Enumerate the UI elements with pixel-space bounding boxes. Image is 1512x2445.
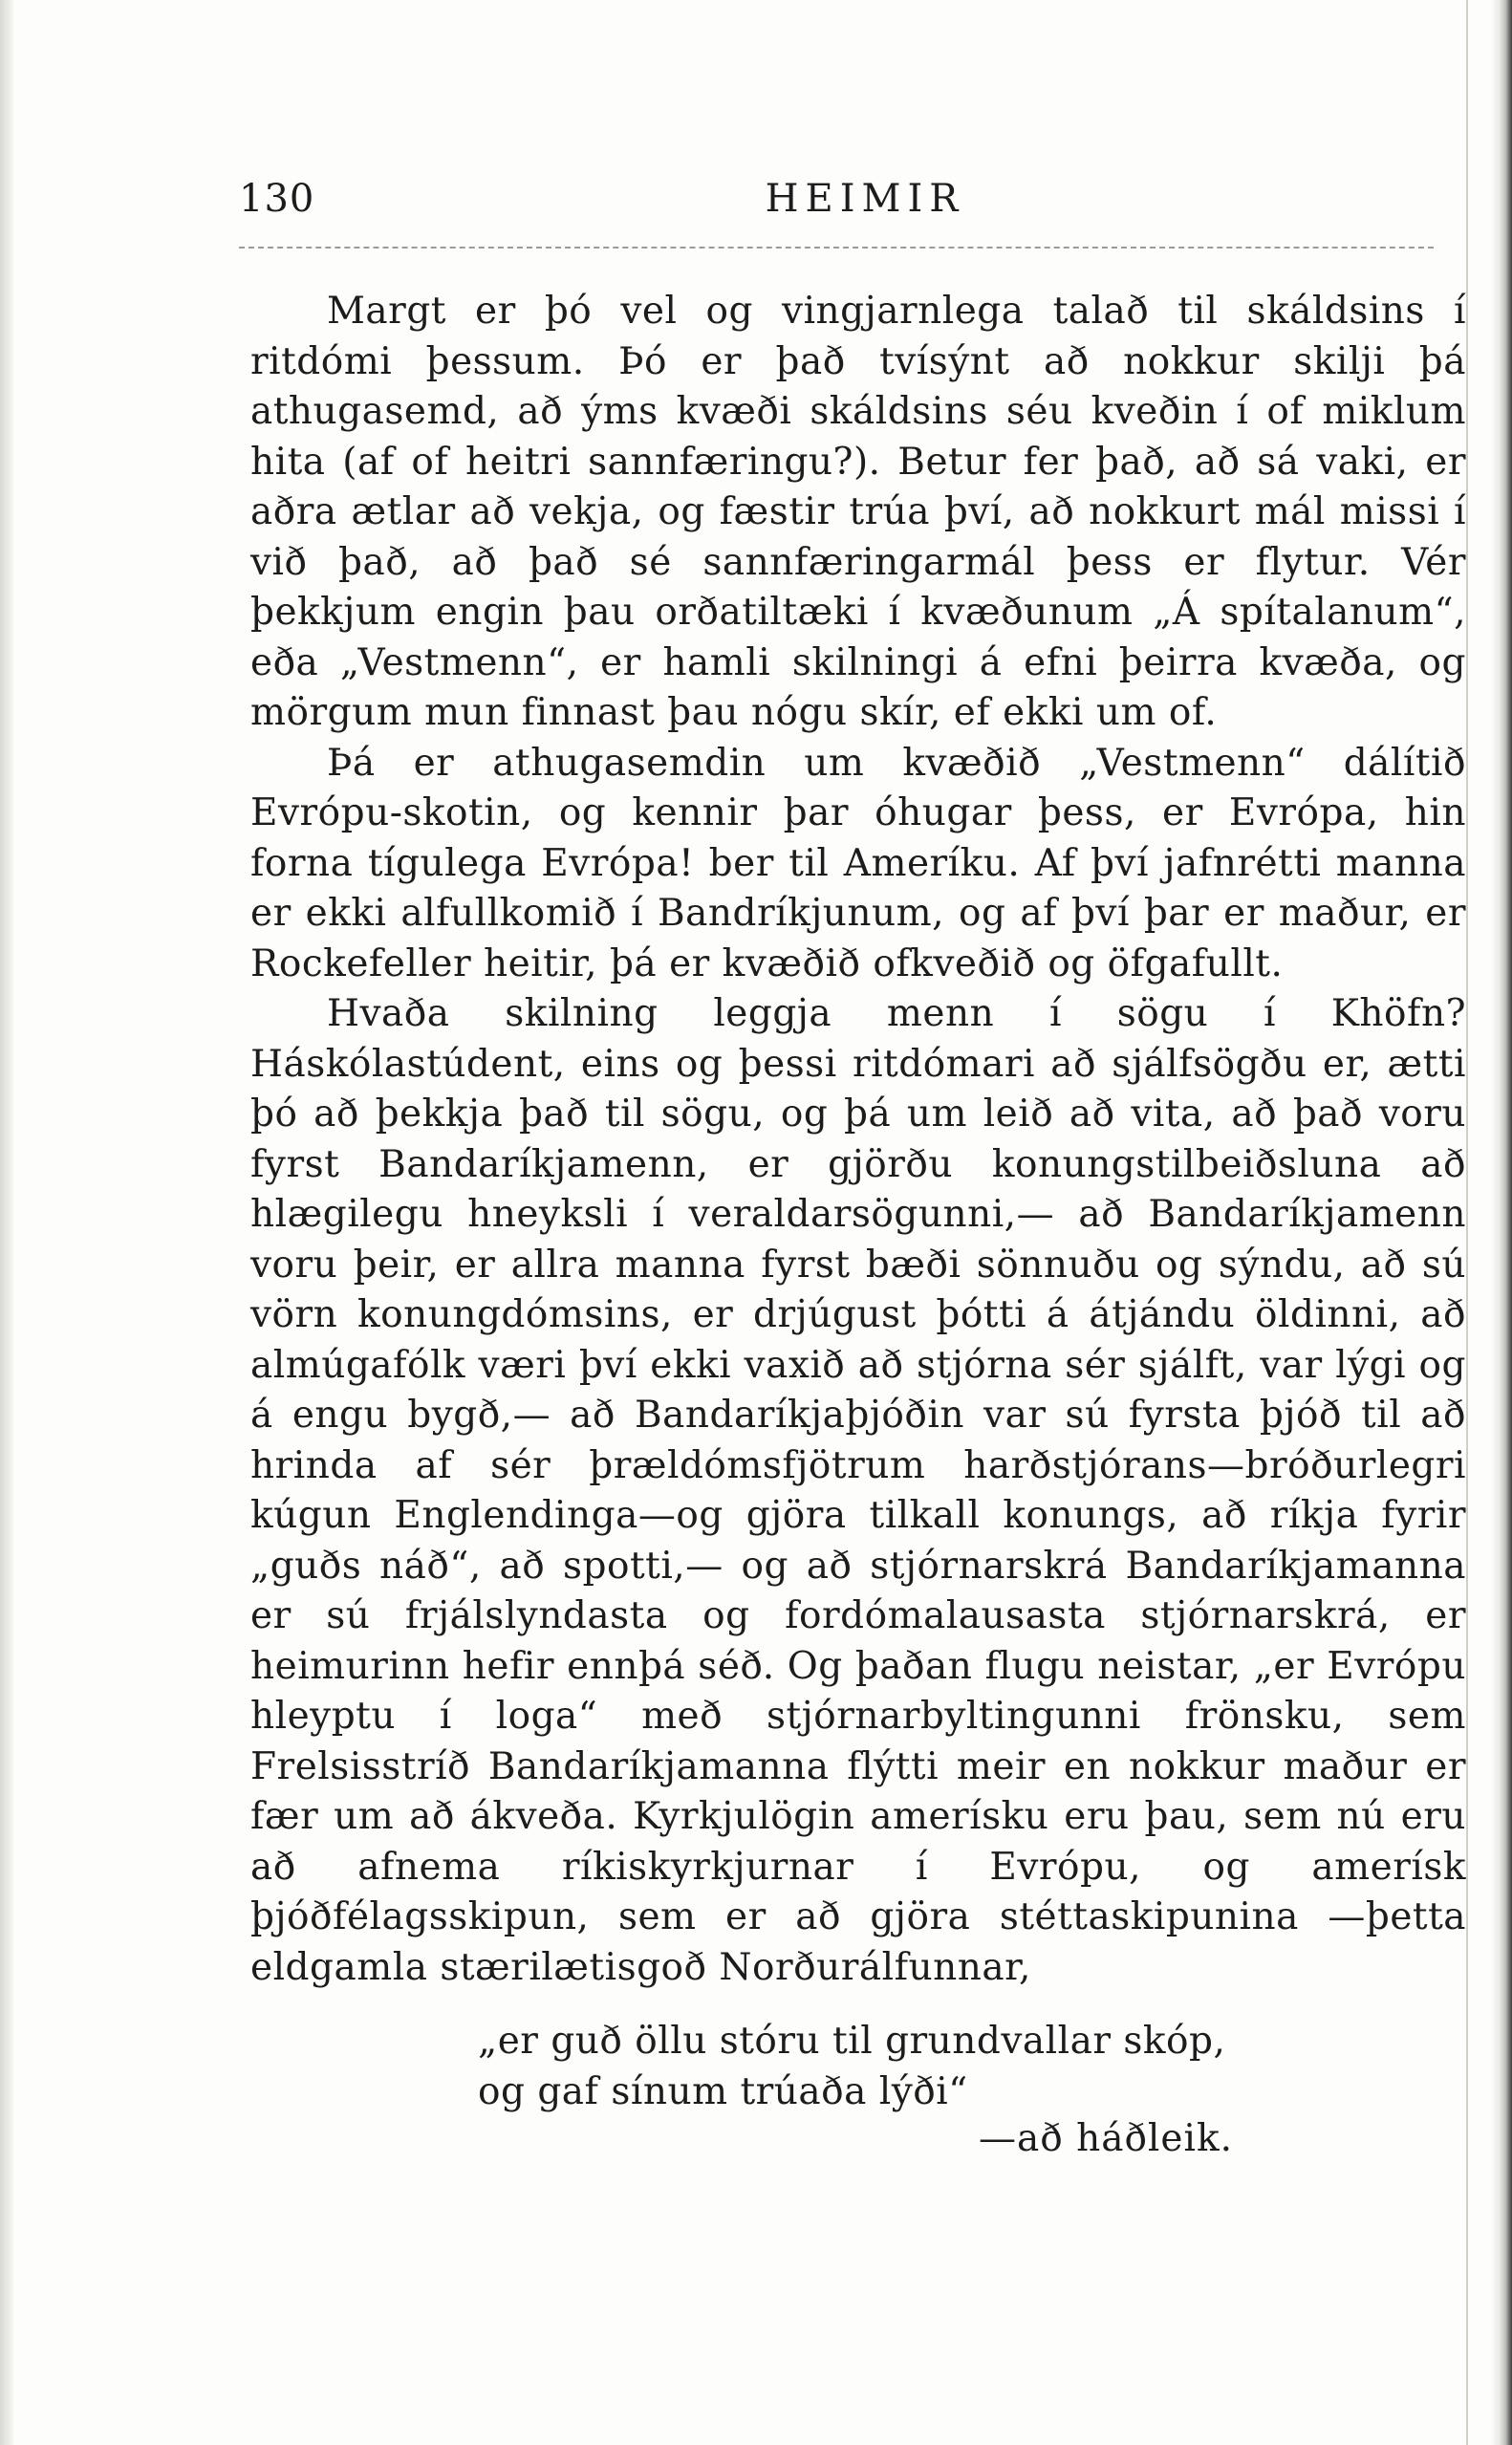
verse-line: og gaf sínum trúaða lýði“ [478, 2069, 968, 2113]
page-number: 130 [239, 177, 315, 221]
page-header [239, 177, 1434, 234]
body-text [250, 287, 1466, 1993]
closing-line: —að háðleik. [978, 2117, 1233, 2160]
verse-line: „er guð öllu stóru til grundvallar skóp, [478, 2020, 1226, 2063]
page-gutter-line [1466, 0, 1468, 2445]
paragraph: Þá er athugasemdin um kvæðið „Vestmenn“ dálítið Evrópu-skotin, og kennir þar óhugar þess, er Evrópa, hin forna tígulega Evrópa! ber til Ameríku. Af því jafnrétti manna er ekki alfullkomið í Bandríkjunum, og af því þar er maður, er Rockefeller heitir, þá er kvæðið ofkveðið og öfgafullt. [250, 741, 1466, 985]
paragraph: Margt er þó vel og vingjarnlega talað til skáldsins í ritdómi þessum. Þó er það tvísýnt að nokkur skilji þá athugasemd, að ýms kvæði skáldsins séu kveðin í of miklum hita (af of heitri sannfæringu?). Betur fer það, að sá vaki, er aðra ætlar að vekja, og fæstir trúa því, að nokkurt mál missi í við það, að það sé sannfæringarmál þess er flytur. Vér þekkjum engin þau orðatiltæki í kvæðunum „Á spítalanum“, eða „Vestmenn“, er hamli skilningi á efni þeirra kvæða, og mörgum mun finnast þau nógu skír, ef ekki um of. [250, 290, 1466, 734]
verse-quote [478, 2017, 1225, 2117]
running-title: HEIMIR [765, 177, 965, 221]
scan-edge-right [1491, 0, 1512, 2445]
scan-edge-left [0, 0, 13, 2445]
header-rule [239, 247, 1434, 249]
paragraph: Hvaða skilning leggja menn í sögu í Khöfn? Háskólastúdent, eins og þessi ritdómari að sjálfsögðu er, ætti þó að þekkja það til sögu, og þá um leið að vita, að það voru fyrst Bandaríkjamenn, er gjörðu konungstilbeiðsluna að hlægilegu hneyksli í veraldarsögunni,— að Bandaríkjamenn voru þeir, er allra manna fyrst bæði sönnuðu og sýndu, að sú vörn konungdómsins, er drjúgust þótti á átjándu öldinni, að almúgafólk væri því ekki vaxið að stjórna sér sjálft, var lýgi og á engu bygð,— að Bandaríkjaþjóðin var sú fyrsta þjóð til að hrinda af sér þrældómsfjötrum harðstjórans—bróðurlegri kúgun Englendinga—og gjöra tilkall konungs, að ríkja fyrir „guðs náð“, að spotti,— og að stjórnarskrá Bandaríkjamanna er sú frjálslyndasta og fordómalausasta stjórnarskrá, er heimurinn hefir ennþá séð. Og þaðan flugu neistar, „er Evrópu hleyptu í loga“ með stjórnarbyltingunni frönsku, sem Frelsisstríð Bandaríkjamanna flýtti meir en nokkur maður er fær um að ákveða. Kyrkjulögin amerísku eru þau, sem nú eru að afnema ríkiskyrkjurnar í Evrópu, og amerísk þjóðfélagsskipun, sem er að gjöra stéttaskipunina —þetta eldgamla stærilætisgoð Norðurálfunnar, [250, 992, 1466, 1989]
